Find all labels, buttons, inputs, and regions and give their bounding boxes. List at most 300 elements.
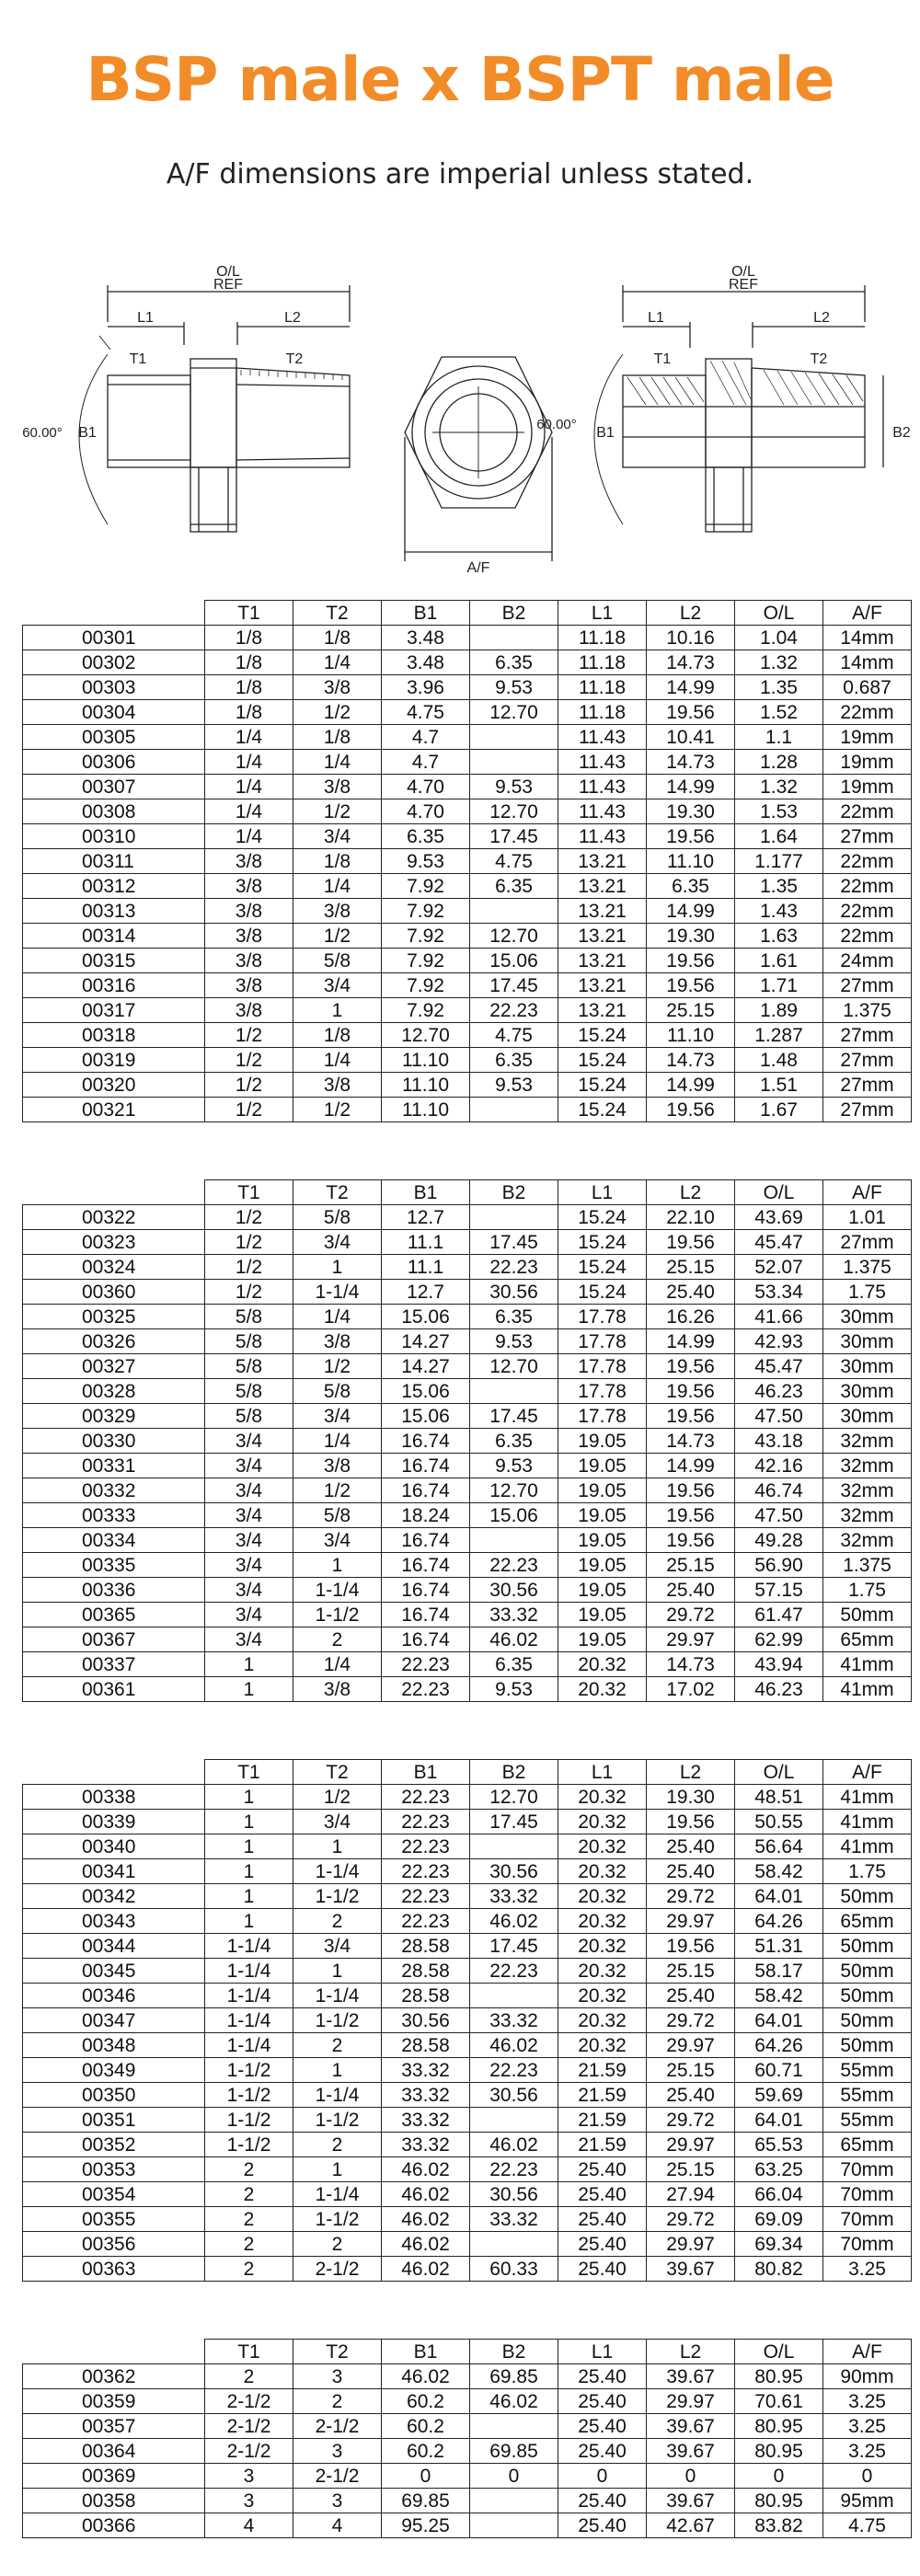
table-row (23, 2083, 912, 2108)
part-number-cell: 00361 (23, 1677, 205, 1702)
side-view-drawing (79, 285, 350, 532)
table-cell: 17.78 (558, 1305, 647, 1329)
part-number-cell: 00324 (23, 1255, 205, 1280)
table-cell: 0 (382, 2464, 470, 2489)
table-cell: 29.72 (647, 1603, 735, 1627)
table-cell: 12.70 (470, 1478, 558, 1503)
table-cell: 70.61 (735, 2389, 823, 2414)
table-cell: 14.99 (647, 775, 735, 799)
table-cell: 7.92 (382, 973, 470, 998)
part-number-cell: 00302 (23, 650, 205, 675)
table-cell: 1/2 (293, 1478, 382, 1503)
table-cell: 47.50 (735, 1503, 823, 1528)
table-cell: 5/8 (205, 1329, 293, 1354)
table-cell: 60.33 (470, 2257, 558, 2282)
table-cell: 15.24 (558, 1280, 647, 1305)
table-cell: 25.15 (647, 2157, 735, 2182)
table-cell: 1.75 (823, 1859, 912, 1884)
table-cell: 25.15 (647, 998, 735, 1023)
part-number-cell: 00364 (23, 2439, 205, 2464)
table-cell: 30mm (823, 1305, 912, 1329)
table-cell: 14.73 (647, 1652, 735, 1677)
part-number-cell: 00342 (23, 1884, 205, 1909)
column-header: T2 (293, 601, 382, 626)
column-header: L2 (647, 2340, 735, 2364)
table-cell: 6.35 (470, 1048, 558, 1073)
table-cell: 22.23 (470, 1553, 558, 1578)
table-cell: 1.75 (823, 1578, 912, 1603)
table-cell: 46.02 (382, 2207, 470, 2232)
table-cell: 19.56 (647, 1404, 735, 1429)
table-cell: 2-1/2 (205, 2439, 293, 2464)
table-cell: 25.40 (647, 1280, 735, 1305)
table-cell: 17.02 (647, 1677, 735, 1702)
table-cell: 15.06 (382, 1305, 470, 1329)
column-header: A/F (823, 1760, 912, 1785)
table-cell: 21.59 (558, 2108, 647, 2133)
table-cell: 19.56 (647, 1379, 735, 1404)
table-cell: 3.48 (382, 650, 470, 675)
column-header: T2 (293, 1180, 382, 1205)
table-cell: 19.30 (647, 924, 735, 949)
table-cell: 25.15 (647, 1255, 735, 1280)
table-cell: 16.74 (382, 1429, 470, 1454)
table-cell: 29.72 (647, 2008, 735, 2033)
table-cell: 25.15 (647, 1553, 735, 1578)
table-cell: 20.32 (558, 1677, 647, 1702)
column-header: T1 (205, 2340, 293, 2364)
table-cell: 41mm (823, 1677, 912, 1702)
table-cell: 22.23 (470, 2058, 558, 2083)
table-cell: 25.40 (558, 2207, 647, 2232)
table-cell: 42.93 (735, 1329, 823, 1354)
table-cell: 42.67 (647, 2513, 735, 2538)
table-cell: 19mm (823, 750, 912, 775)
table-cell: 55mm (823, 2058, 912, 2083)
table-cell (470, 1098, 558, 1122)
table-cell: 65.53 (735, 2133, 823, 2157)
table-cell: 1/2 (205, 1230, 293, 1255)
table-cell: 22.23 (470, 1959, 558, 1984)
table-cell: 30mm (823, 1379, 912, 1404)
table-cell: 5/8 (205, 1305, 293, 1329)
table-cell: 1-1/4 (293, 1578, 382, 1603)
table-cell: 15.24 (558, 1023, 647, 1048)
table-cell: 60.71 (735, 2058, 823, 2083)
table-cell: 80.95 (735, 2414, 823, 2439)
column-header: T1 (205, 1760, 293, 1785)
table-row (23, 725, 912, 750)
table-cell: 45.47 (735, 1230, 823, 1255)
table-row (23, 998, 912, 1023)
table-cell: 29.97 (647, 2232, 735, 2257)
table-row (23, 1048, 912, 1073)
column-header: T2 (293, 1760, 382, 1785)
table-cell: 28.58 (382, 1959, 470, 1984)
table-row (23, 799, 912, 824)
table-cell: 46.02 (382, 2232, 470, 2257)
table-cell: 5/8 (293, 949, 382, 973)
table-cell: 22.23 (382, 1859, 470, 1884)
table-cell: 66.04 (735, 2182, 823, 2207)
b1-label-right: B1 (596, 425, 615, 441)
table-cell: 2 (293, 2232, 382, 2257)
table-cell: 69.85 (470, 2439, 558, 2464)
table-cell: 1/2 (293, 700, 382, 725)
header-blank-cell (23, 1760, 205, 1785)
l1-label: L1 (137, 310, 154, 326)
table-cell: 46.23 (735, 1677, 823, 1702)
table-cell: 33.32 (382, 2133, 470, 2157)
table-cell: 1 (293, 1959, 382, 1984)
table-cell: 19.56 (647, 949, 735, 973)
table-cell: 46.02 (470, 2133, 558, 2157)
table-row (23, 1677, 912, 1702)
table-cell: 19.30 (647, 799, 735, 824)
table-cell: 19.56 (647, 1810, 735, 1834)
part-number-cell: 00338 (23, 1785, 205, 1810)
part-number-cell: 00321 (23, 1098, 205, 1122)
table-cell: 1/8 (293, 849, 382, 874)
table-cell: 69.85 (470, 2364, 558, 2389)
table-cell: 45.47 (735, 1354, 823, 1379)
ref-label: REF (213, 277, 243, 293)
table-row (23, 1098, 912, 1122)
table-cell: 12.70 (470, 700, 558, 725)
column-header: L2 (647, 1180, 735, 1205)
table-cell: 30.56 (470, 2182, 558, 2207)
b2-label-right: B2 (892, 425, 911, 441)
table-cell: 2-1/2 (293, 2414, 382, 2439)
part-number-cell: 00327 (23, 1354, 205, 1379)
table-cell: 3/8 (293, 1677, 382, 1702)
part-number-cell: 00339 (23, 1810, 205, 1834)
table-cell: 19.56 (647, 1934, 735, 1959)
table-cell: 15.06 (470, 1503, 558, 1528)
table-cell: 2 (293, 2133, 382, 2157)
table-cell: 70mm (823, 2182, 912, 2207)
table-cell: 3/4 (205, 1553, 293, 1578)
table-row (23, 2414, 912, 2439)
table-cell: 63.25 (735, 2157, 823, 2182)
part-number-cell: 00323 (23, 1230, 205, 1255)
table-cell: 1-1/4 (293, 1859, 382, 1884)
table-cell: 53.34 (735, 1280, 823, 1305)
table-cell: 15.06 (382, 1379, 470, 1404)
table-cell: 29.97 (647, 1909, 735, 1934)
table-cell: 3/8 (205, 874, 293, 899)
table-cell: 11.1 (382, 1230, 470, 1255)
table-cell: 1.1 (735, 725, 823, 750)
table-cell: 11.43 (558, 750, 647, 775)
table-cell: 4 (293, 2513, 382, 2538)
table-cell: 3 (293, 2489, 382, 2513)
table-cell: 2 (205, 2364, 293, 2389)
table-cell: 10.41 (647, 725, 735, 750)
table-cell: 3/4 (293, 1528, 382, 1553)
table-row (23, 973, 912, 998)
table-cell: 22.23 (470, 998, 558, 1023)
table-cell: 46.02 (382, 2157, 470, 2182)
table-cell: 95.25 (382, 2513, 470, 2538)
table-cell: 2 (293, 1909, 382, 1934)
table-cell: 1/2 (293, 1098, 382, 1122)
column-header: O/L (735, 601, 823, 626)
table-cell: 1.71 (735, 973, 823, 998)
table-cell: 64.26 (735, 2033, 823, 2058)
table-cell: 25.40 (647, 2083, 735, 2108)
part-number-cell: 00314 (23, 924, 205, 949)
table-header-row (23, 1760, 912, 1785)
part-number-cell: 00343 (23, 1909, 205, 1934)
table-cell: 20.32 (558, 1984, 647, 2008)
table-cell: 2 (205, 2207, 293, 2232)
table-cell: 46.02 (382, 2182, 470, 2207)
table-cell: 1-1/4 (205, 1934, 293, 1959)
table-cell: 32mm (823, 1429, 912, 1454)
part-number-cell: 00308 (23, 799, 205, 824)
header-blank-cell (23, 2340, 205, 2364)
column-header: B1 (382, 1760, 470, 1785)
table-cell (470, 899, 558, 924)
table-cell: 1 (293, 2157, 382, 2182)
table-cell: 50mm (823, 1984, 912, 2008)
column-header: A/F (823, 2340, 912, 2364)
table-cell: 1.51 (735, 1073, 823, 1098)
table-cell: 50mm (823, 1603, 912, 1627)
table-cell: 7.92 (382, 874, 470, 899)
table-cell: 1.64 (735, 824, 823, 849)
dimension-table (22, 1759, 912, 2282)
table-cell: 1-1/4 (293, 2083, 382, 2108)
table-cell: 50mm (823, 1959, 912, 1984)
table-cell: 1/4 (205, 725, 293, 750)
table-cell: 25.40 (558, 2389, 647, 2414)
table-cell: 1-1/2 (293, 1603, 382, 1627)
table-cell: 0 (470, 2464, 558, 2489)
table-cell: 29.72 (647, 2207, 735, 2232)
table-cell: 50mm (823, 2008, 912, 2033)
table-cell: 0.687 (823, 675, 912, 700)
table-cell: 59.69 (735, 2083, 823, 2108)
part-number-cell: 00317 (23, 998, 205, 1023)
table-cell: 1.43 (735, 899, 823, 924)
table-cell: 1 (205, 1909, 293, 1934)
table-cell: 33.32 (470, 1603, 558, 1627)
table-cell: 1/4 (293, 650, 382, 675)
table-cell: 14.99 (647, 899, 735, 924)
table-cell: 39.67 (647, 2439, 735, 2464)
angle-label: 60.00° (22, 425, 63, 441)
table-cell: 30.56 (470, 1280, 558, 1305)
table-cell: 50.55 (735, 1810, 823, 1834)
table-cell: 46.02 (382, 2364, 470, 2389)
table-cell: 39.67 (647, 2414, 735, 2439)
table-cell: 20.32 (558, 1652, 647, 1677)
table-cell: 1.63 (735, 924, 823, 949)
table-cell (470, 750, 558, 775)
part-number-cell: 00319 (23, 1048, 205, 1073)
table-cell: 1 (293, 1834, 382, 1859)
table-row (23, 1934, 912, 1959)
table-cell: 17.78 (558, 1404, 647, 1429)
table-cell: 3/4 (205, 1528, 293, 1553)
table-cell: 1.01 (823, 1205, 912, 1230)
part-number-cell: 00304 (23, 700, 205, 725)
table-row (23, 2364, 912, 2389)
table-cell: 58.42 (735, 1984, 823, 2008)
column-header: L2 (647, 1760, 735, 1785)
table-cell: 4.70 (382, 799, 470, 824)
table-cell: 9.53 (470, 1329, 558, 1354)
table-cell: 16.74 (382, 1553, 470, 1578)
table-cell: 5/8 (293, 1503, 382, 1528)
table-cell: 25.40 (558, 2157, 647, 2182)
table-cell: 17.45 (470, 824, 558, 849)
table-cell: 5/8 (293, 1205, 382, 1230)
table-cell: 1/4 (205, 824, 293, 849)
table-cell: 3.25 (823, 2389, 912, 2414)
part-number-cell: 00306 (23, 750, 205, 775)
table-cell: 49.28 (735, 1528, 823, 1553)
dimension-table (22, 2339, 912, 2538)
table-cell (470, 2513, 558, 2538)
table-cell: 32mm (823, 1528, 912, 1553)
table-cell: 1/2 (205, 1073, 293, 1098)
part-number-cell: 00313 (23, 899, 205, 924)
table-cell: 13.21 (558, 924, 647, 949)
table-cell (470, 1205, 558, 1230)
table-cell: 4.7 (382, 725, 470, 750)
part-number-cell: 00349 (23, 2058, 205, 2083)
table-cell: 2 (205, 2157, 293, 2182)
table-cell: 3 (205, 2464, 293, 2489)
page-subtitle: A/F dimensions are imperial unless stated. (166, 158, 754, 190)
table-cell: 1-1/4 (293, 1984, 382, 2008)
table-cell: 3/4 (293, 1404, 382, 1429)
table-cell: 3/8 (205, 849, 293, 874)
table-cell: 1.28 (735, 750, 823, 775)
table-header-row (23, 2340, 912, 2364)
table-cell (470, 1834, 558, 1859)
part-number-cell: 00341 (23, 1859, 205, 1884)
table-cell: 46.02 (382, 2257, 470, 2282)
table-cell: 3/4 (205, 1429, 293, 1454)
table-row (23, 1859, 912, 1884)
table-cell: 25.40 (647, 1834, 735, 1859)
table-row (23, 849, 912, 874)
table-cell: 32mm (823, 1503, 912, 1528)
table-cell: 22.10 (647, 1205, 735, 1230)
table-cell: 2 (293, 2389, 382, 2414)
table-row (23, 949, 912, 973)
table-cell: 27mm (823, 973, 912, 998)
table-cell: 15.06 (382, 1404, 470, 1429)
part-number-cell: 00356 (23, 2232, 205, 2257)
table-cell: 1/2 (205, 1255, 293, 1280)
part-number-cell: 00336 (23, 1578, 205, 1603)
table-cell: 9.53 (470, 675, 558, 700)
table-cell: 19mm (823, 725, 912, 750)
table-cell: 19.56 (647, 824, 735, 849)
table-cell: 5/8 (205, 1404, 293, 1429)
table-row (23, 1603, 912, 1627)
table-cell: 1/2 (205, 1023, 293, 1048)
table-cell: 69.85 (382, 2489, 470, 2513)
part-number-cell: 00322 (23, 1205, 205, 1230)
table-cell: 22.23 (382, 1652, 470, 1677)
table-cell: 21.59 (558, 2058, 647, 2083)
table-cell: 80.95 (735, 2364, 823, 2389)
table-cell (470, 2414, 558, 2439)
table-cell: 43.94 (735, 1652, 823, 1677)
table-cell: 11.18 (558, 626, 647, 650)
table-cell: 17.45 (470, 1934, 558, 1959)
table-cell: 19.05 (558, 1429, 647, 1454)
table-cell: 41mm (823, 1785, 912, 1810)
table-row (23, 700, 912, 725)
table-cell: 95mm (823, 2489, 912, 2513)
table-cell: 11.10 (382, 1073, 470, 1098)
table-cell: 1-1/2 (205, 2058, 293, 2083)
table-cell: 3/8 (205, 924, 293, 949)
table-cell: 33.32 (382, 2058, 470, 2083)
table-cell: 33.32 (382, 2083, 470, 2108)
table-row (23, 1959, 912, 1984)
table-cell: 3/4 (293, 1810, 382, 1834)
table-cell: 1/4 (293, 1048, 382, 1073)
table-row (23, 2133, 912, 2157)
table-row (23, 1404, 912, 1429)
table-cell: 20.32 (558, 2008, 647, 2033)
table-cell: 13.21 (558, 849, 647, 874)
table-cell: 19.05 (558, 1478, 647, 1503)
table-cell: 9.53 (470, 1454, 558, 1478)
table-cell: 12.70 (470, 1785, 558, 1810)
table-cell: 1/4 (293, 874, 382, 899)
table-cell: 39.67 (647, 2257, 735, 2282)
table-cell: 3/8 (293, 675, 382, 700)
table-cell: 21.59 (558, 2083, 647, 2108)
dimension-table (22, 1179, 912, 1702)
table-cell: 70mm (823, 2207, 912, 2232)
table-cell: 1 (293, 998, 382, 1023)
table-cell: 1-1/4 (205, 2008, 293, 2033)
table-cell: 50mm (823, 1884, 912, 1909)
table-cell: 30.56 (470, 1859, 558, 1884)
table-cell: 11.10 (647, 1023, 735, 1048)
table-cell: 1/4 (293, 1652, 382, 1677)
table-cell: 11.10 (382, 1098, 470, 1122)
part-number-cell: 00307 (23, 775, 205, 799)
table-cell: 16.74 (382, 1454, 470, 1478)
table-cell: 32mm (823, 1454, 912, 1478)
table-cell: 60.2 (382, 2389, 470, 2414)
table-cell: 6.35 (470, 1305, 558, 1329)
table-cell: 3/4 (293, 824, 382, 849)
table-cell (470, 2108, 558, 2133)
table-cell: 3/4 (293, 973, 382, 998)
table-cell: 1.32 (735, 650, 823, 675)
table-cell: 1-1/2 (205, 2083, 293, 2108)
part-number-cell: 00333 (23, 1503, 205, 1528)
part-number-cell: 00366 (23, 2513, 205, 2538)
column-header: O/L (735, 1180, 823, 1205)
table-cell: 41mm (823, 1810, 912, 1834)
part-number-cell: 00337 (23, 1652, 205, 1677)
table-cell: 1.35 (735, 675, 823, 700)
table-cell: 12.70 (470, 799, 558, 824)
